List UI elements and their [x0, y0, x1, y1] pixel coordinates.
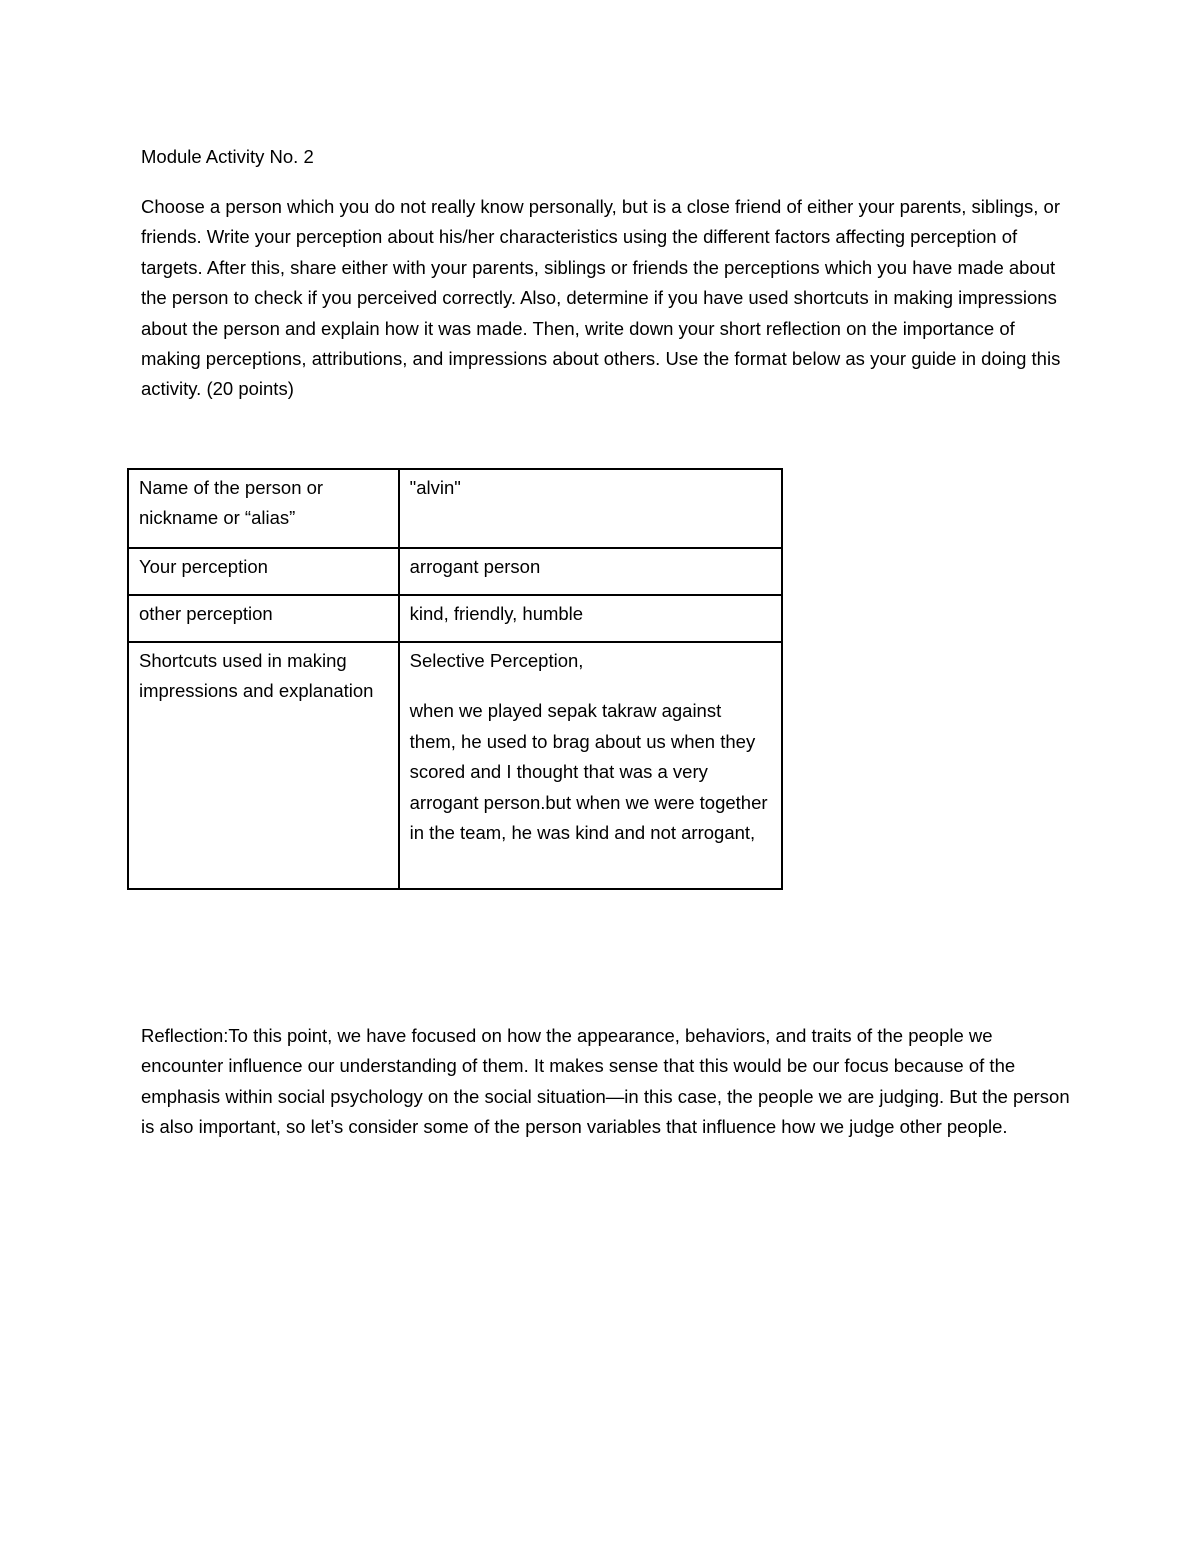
table-row: [128, 548, 782, 595]
your-perception-value: arrogant person: [399, 548, 782, 595]
shortcuts-label: Shortcuts used in making impressions and explanation: [128, 642, 399, 889]
cell-spacer: [410, 676, 771, 696]
activity-instructions: Choose a person which you do not really know personally, but is a close friend of either your parents, siblings, or friends. Write your perception about his/her characteristics using the different factors affecting perception of targets. After this, share either with your parents, siblings or friends the perceptions which you have made about the person to check if you perceived correctly. Also, determine if you have used shortcuts in making impressions about the person and explain how it was made. Then, write down your short reflection on the importance of making perceptions, attributions, and impressions about others. Use the format below as your guide in doing this activity. (20 points): [141, 196, 1061, 400]
shortcuts-explanation: when we played sepak takraw against them, he used to brag about us when they scored and I thought that was a very arrogant person.but when we were together in the team, he was kind and not arrogant,: [409, 700, 768, 844]
shortcuts-value: Selective Perception,: [409, 650, 584, 671]
reflection-paragraph: Reflection:To this point, we have focused on how the appearance, behaviors, and traits of the people we encounter influence our understanding of them. It makes sense that this would be our focus because of the emphasis within social psychology on the social situation—in this case, the people we are judging. But the person is also important, so let’s consider some of the person variables that influence how we judge other people.: [141, 1025, 1070, 1138]
person-name-label: Name of the person or nickname or “alias”: [128, 469, 399, 548]
table-row: [128, 469, 782, 548]
person-name-value: "alvin": [399, 469, 782, 548]
table-row: [128, 642, 782, 889]
activity-table: [127, 468, 783, 890]
table-row: [128, 595, 782, 642]
other-perception-label: other perception: [128, 595, 399, 642]
shortcuts-cell: [399, 642, 782, 889]
other-perception-value: kind, friendly, humble: [399, 595, 782, 642]
your-perception-label: Your perception: [128, 548, 399, 595]
activity-title: Module Activity No. 2: [141, 146, 314, 167]
